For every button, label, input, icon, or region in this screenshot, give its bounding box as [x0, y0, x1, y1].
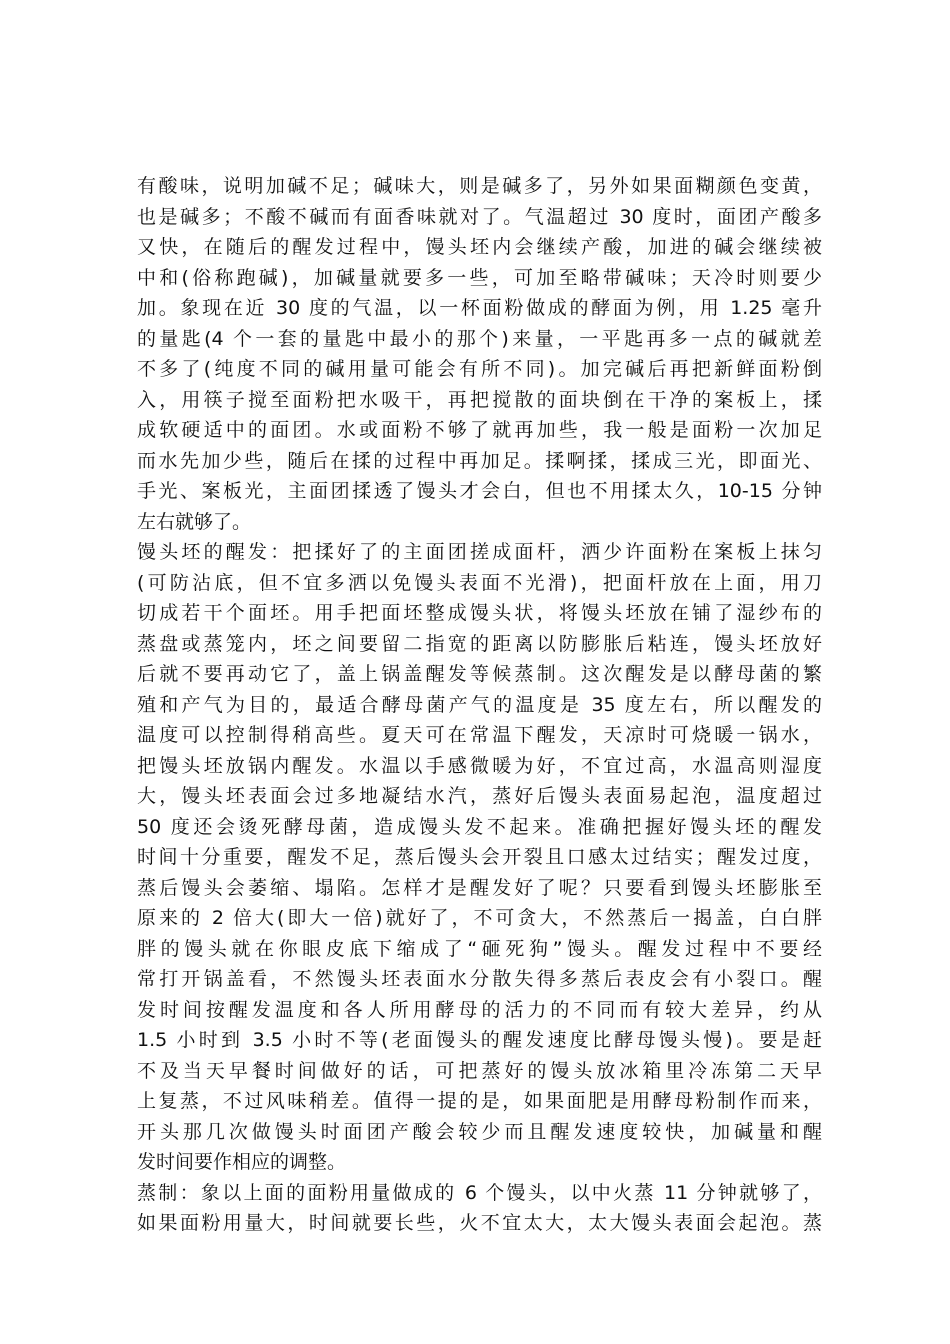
body-line-30: 不及当天早餐时间做好的话，可把蒸好的馒头放冰箱里冷冻第二天早 — [137, 1059, 822, 1082]
body-line-28: 发时间按醒发温度和各人所用酵母的活力的不同而有较大差异，约从 — [137, 998, 822, 1021]
body-line-23: 时间十分重要，醒发不足，蒸后馒头会开裂且口感太过结实；醒发过度， — [137, 846, 822, 868]
body-line-5: 加。象现在近 30 度的气温，以一杯面粉做成的酵面为例，用 1.25 毫升 — [137, 297, 822, 319]
body-line-8: 入，用筷子搅至面粉把水吸干，再把搅散的面块倒在干净的案板上，揉 — [137, 388, 822, 411]
body-line-33: 发时间要作相应的调整。 — [137, 1151, 347, 1173]
body-line-10: 而水先加少些，随后在揉的过程中再加足。揉啊揉，揉成三光，即面光、 — [137, 449, 822, 472]
body-line-19: 温度可以控制得稍高些。夏天可在常温下醒发，天凉时可烧暖一锅水， — [137, 724, 822, 746]
body-line-32: 开头那几次做馒头时面团产酸会较少而且醒发速度较快，加碱量和醒 — [137, 1120, 822, 1143]
body-line-6: 的量匙(4 个一套的量匙中最小的那个)来量，一平匙再多一点的碱就差 — [137, 327, 822, 350]
body-line-34: 蒸制：象以上面的面粉用量做成的 6 个馒头，以中火蒸 11 分钟就够了， — [137, 1181, 822, 1204]
body-line-26: 胖的馒头就在你眼皮底下缩成了“砸死狗”馒头。醒发过程中不要经 — [137, 937, 822, 960]
body-line-25: 原来的 2 倍大(即大一倍)就好了，不可贪大，不然蒸后一揭盖，白白胖 — [137, 907, 822, 929]
body-line-7: 不多了(纯度不同的碱用量可能会有所不同)。加完碱后再把新鲜面粉倒 — [137, 358, 822, 380]
body-line-20: 把馒头坯放锅内醒发。水温以手感微暖为好，不宜过高，水温高则湿度 — [137, 754, 822, 777]
body-line-11: 手光、案板光，主面团揉透了馒头才会白，但也不用揉太久，10-15 分钟 — [137, 480, 822, 502]
body-line-27: 常打开锅盖看，不然馒头坯表面水分散失得多蒸后表皮会有小裂口。醒 — [137, 968, 822, 990]
body-line-22: 50 度还会烫死酵母菌，造成馒头发不起来。准确把握好馒头坯的醒发 — [137, 815, 822, 838]
body-line-31: 上复蒸，不过风味稍差。值得一提的是，如果面肥是用酵母粉制作而来， — [137, 1090, 822, 1112]
body-line-16: 蒸盘或蒸笼内，坯之间要留二指宽的距离以防膨胀后粘连，馒头坯放好 — [137, 632, 822, 655]
body-line-12: 左右就够了。 — [137, 510, 252, 533]
body-line-15: 切成若干个面坯。用手把面坯整成馒头状，将馒头坯放在铺了湿纱布的 — [137, 602, 822, 624]
body-line-35: 如果面粉用量大，时间就要长些，火不宜太大，太大馒头表面会起泡。蒸 — [137, 1212, 822, 1234]
body-line-9: 成软硬适中的面团。水或面粉不够了就再加些，我一般是面粉一次加足 — [137, 419, 822, 441]
body-line-4: 中和(俗称跑碱)，加碱量就要多一些，可加至略带碱味；天冷时则要少 — [137, 266, 822, 289]
body-line-29: 1.5 小时到 3.5 小时不等(老面馒头的醒发速度比酵母馒头慢)。要是赶 — [137, 1029, 822, 1051]
body-line-18: 殖和产气为目的，最适合酵母菌产气的温度是 35 度左右，所以醒发的 — [137, 693, 822, 716]
body-line-2: 也是碱多；不酸不碱而有面香味就对了。气温超过 30 度时，面团产酸多 — [137, 205, 822, 228]
body-line-21: 大，馒头坯表面会过多地凝结水汽，蒸好后馒头表面易起泡，温度超过 — [137, 785, 822, 807]
body-line-24: 蒸后馒头会萎缩、塌陷。怎样才是醒发好了呢？只要看到馒头坯膨胀至 — [137, 876, 822, 899]
body-line-14: (可防沾底，但不宜多洒以免馒头表面不光滑)，把面杆放在上面，用刀 — [137, 571, 822, 594]
body-line-3: 又快，在随后的醒发过程中，馒头坯内会继续产酸，加进的碱会继续被 — [137, 236, 822, 258]
body-line-1: 有酸味，说明加碱不足；碱味大，则是碱多了，另外如果面糊颜色变黄， — [137, 175, 822, 197]
body-line-17: 后就不要再动它了，盖上锅盖醒发等候蒸制。这次醒发是以酵母菌的繁 — [137, 663, 822, 685]
document-body — [137, 171, 822, 1239]
body-line-13: 馒头坯的醒发：把揉好了的主面团搓成面杆，洒少许面粉在案板上抹匀 — [137, 541, 822, 563]
